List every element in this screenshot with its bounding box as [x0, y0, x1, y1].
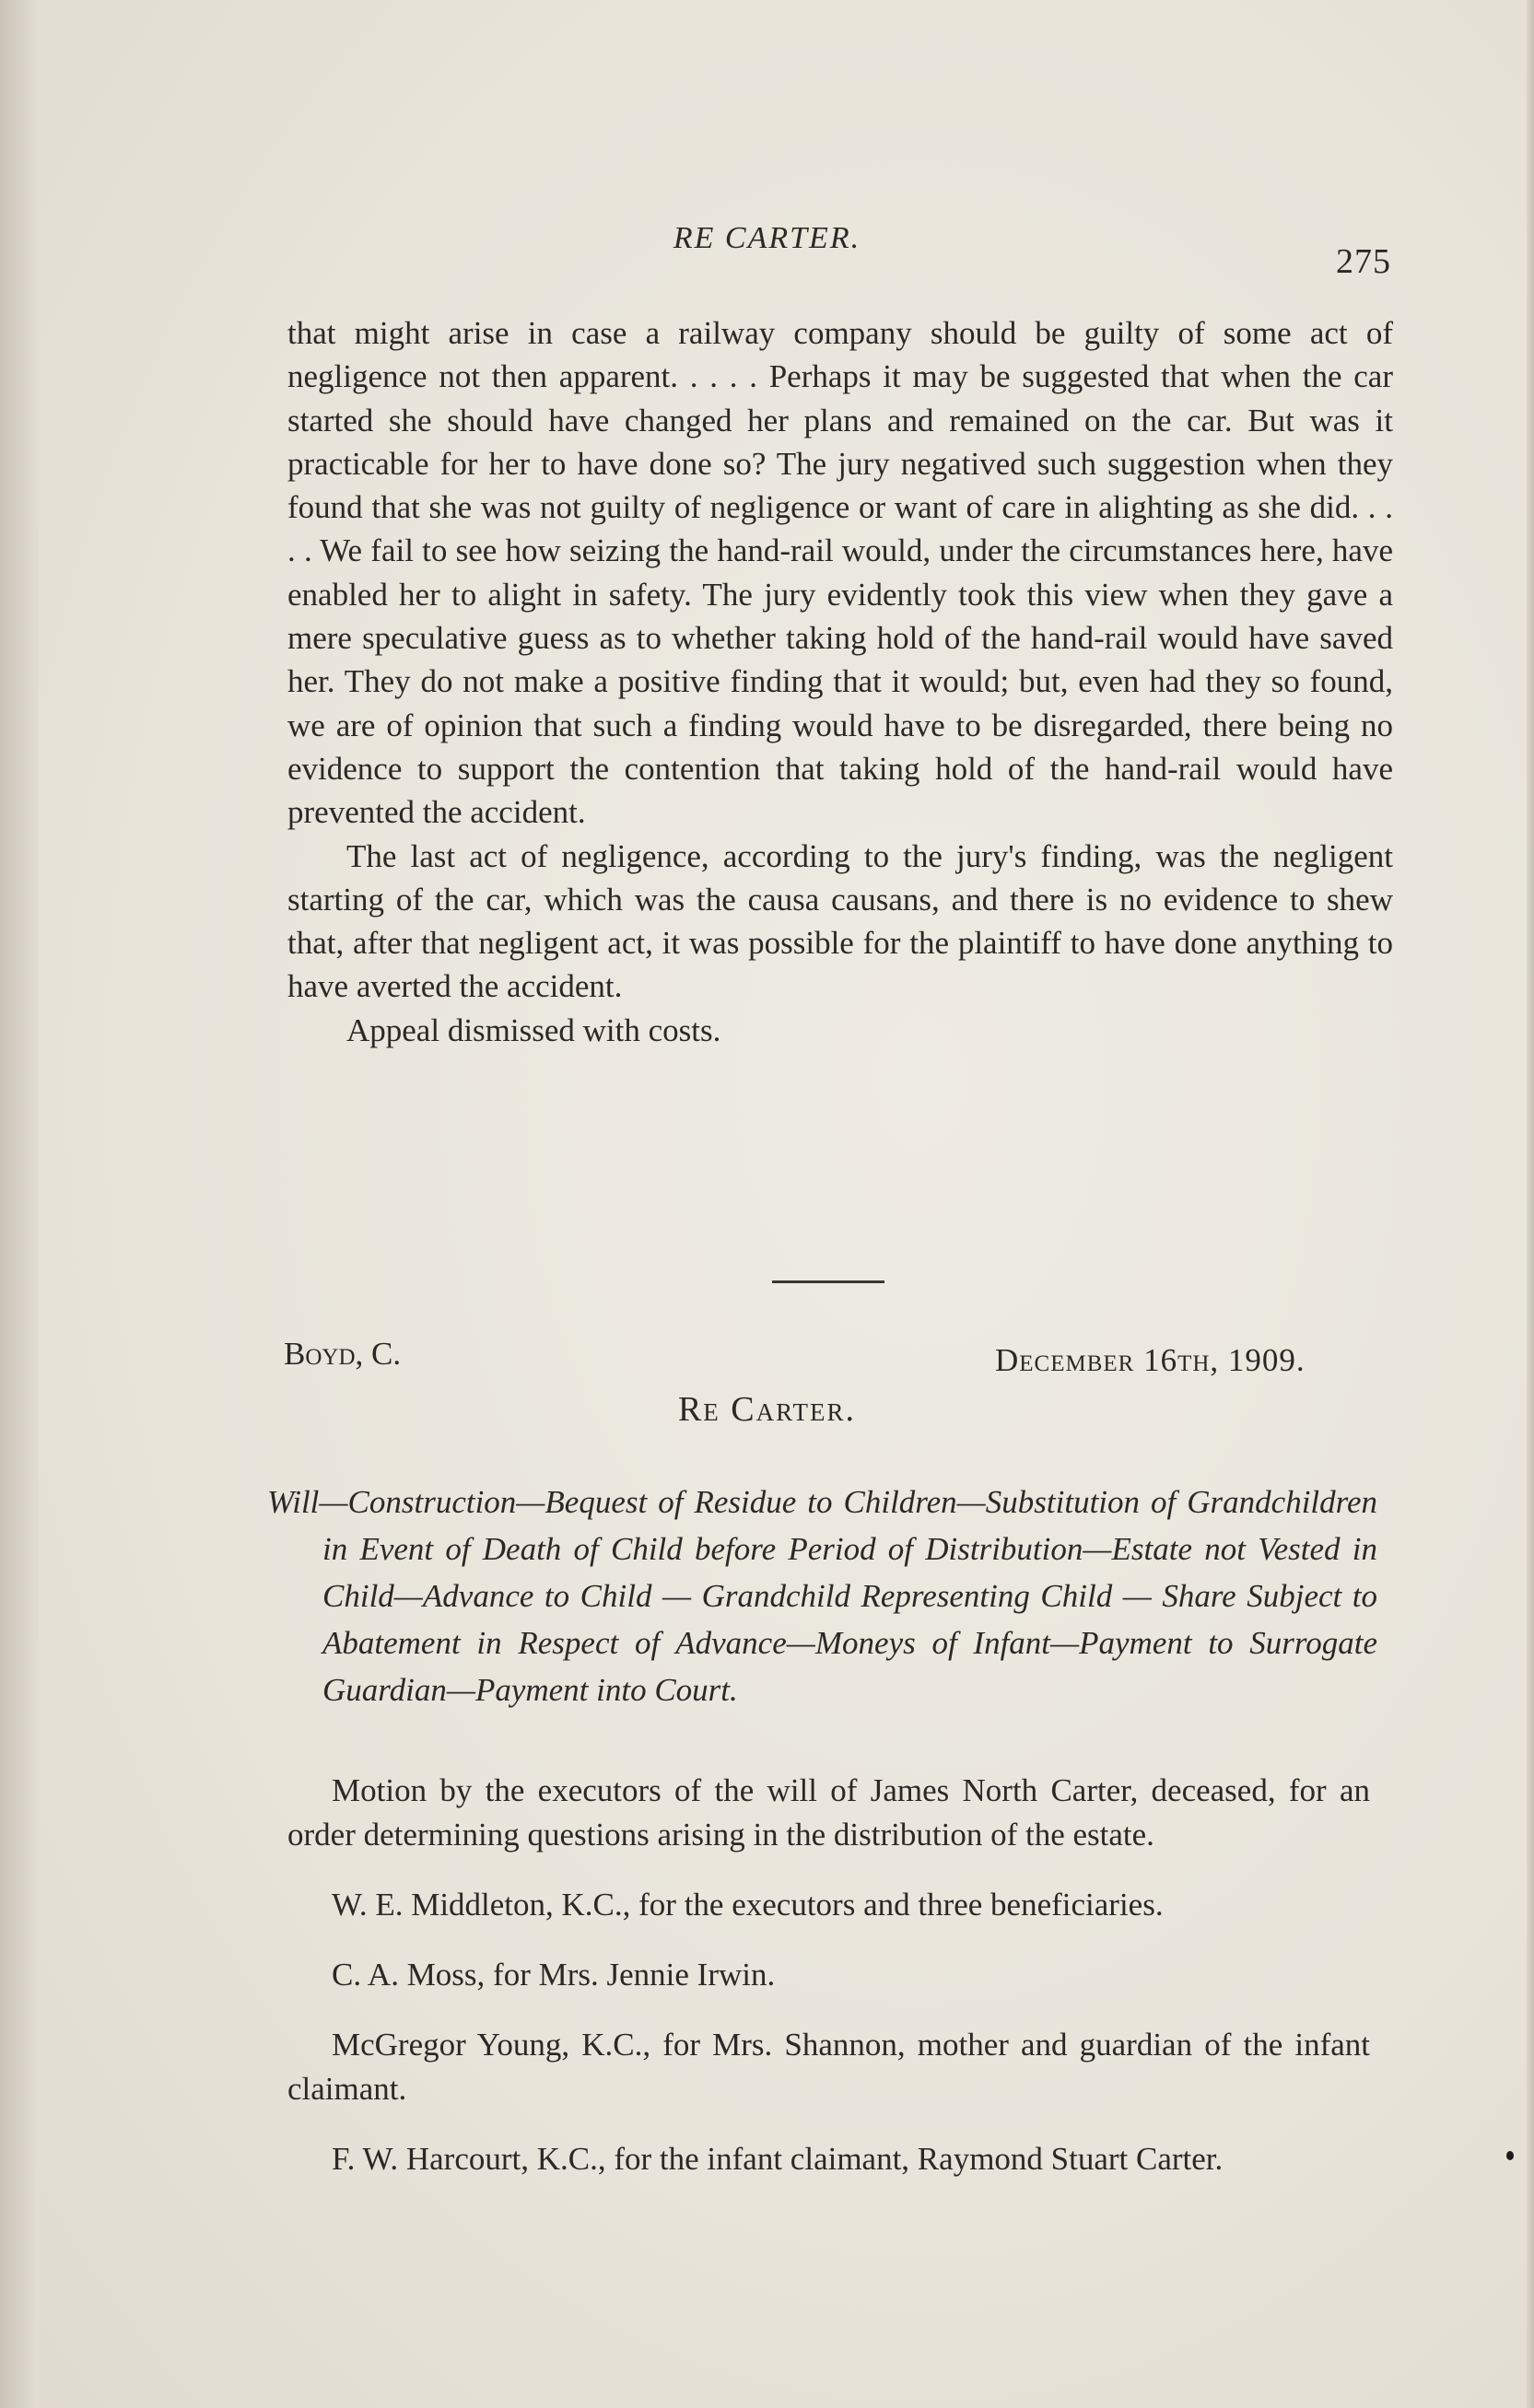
- judge-name: Boyd, C.: [284, 1336, 402, 1372]
- counsel-line: McGregor Young, K.C., for Mrs. Shannon, mother and guardian of the infant claimant.: [287, 2027, 1370, 2107]
- judgment-continuation: [287, 311, 1393, 1052]
- counsel-line: F. W. Harcourt, K.C., for the infant claimant, Raymond Stuart Carter.: [332, 2141, 1224, 2177]
- counsel-line: C. A. Moss, for Mrs. Jennie Irwin.: [332, 1957, 776, 1993]
- ink-speck: [1506, 2151, 1514, 2160]
- body-paragraph: The last act of negligence, according to the jury's finding, was the negligent starting of the car, which was the causa causans, and there is no evidence to shew that, after that negligent act, it was possible for the plaintiff to have done anything to have averted the accident.: [287, 837, 1393, 1005]
- decision-date: December 16th, 1909.: [995, 1342, 1306, 1378]
- headnote-text: Will—Construction—Bequest of Residue to Children—Substitution of Grandchildren in Event of Death of Child before Period of Distribution—Estate not Vested in Child—Advance to Child — Grandchild Representing Child — Share Subject to Abatement in Respect of Advance—Moneys of Infant—Payment to Surrogate Guardian—Payment into Court.: [267, 1484, 1377, 1708]
- motion-text: Motion by the executors of the will of James North Carter, deceased, for an order determining questions arising in the distribution of the estate.: [287, 1772, 1370, 1853]
- running-head: RE CARTER.: [673, 221, 861, 255]
- case-title: Re Carter.: [677, 1390, 857, 1429]
- counsel-line: W. E. Middleton, K.C., for the executors and three beneficiaries.: [332, 1887, 1164, 1923]
- disposition: Appeal dismissed with costs.: [346, 1011, 721, 1048]
- headnote: [267, 1479, 1377, 1713]
- page-edge: [1527, 0, 1534, 2408]
- body-paragraph: that might arise in case a railway company should be guilty of some act of negligence not then apparent. . . . . Perhaps it may be suggested that when the car started she should have changed her plans and remained on the car. But was it practicable for her to have done so? The jury negatived such suggestion when they found that she was not guilty of negligence or want of care in alighting as she did. . . . . We fail to see how seizing the hand-rail would, under the circumstances here, have enabled her to alight in safety. The jury evidently took this view when they gave a mere speculative guess as to whether taking hold of the hand-rail would have saved her. They do not make a positive finding that it would; but, even had they so found, we are of opinion that such a finding would have to be disregarded, there being no evidence to support the contention that taking hold of the hand-rail would have prevented the accident.: [287, 315, 1393, 831]
- section-divider: [772, 1280, 884, 1283]
- page-number: 275: [1336, 242, 1391, 281]
- page-gutter-shadow: [0, 0, 39, 2408]
- motion-and-counsel: [287, 1769, 1370, 2207]
